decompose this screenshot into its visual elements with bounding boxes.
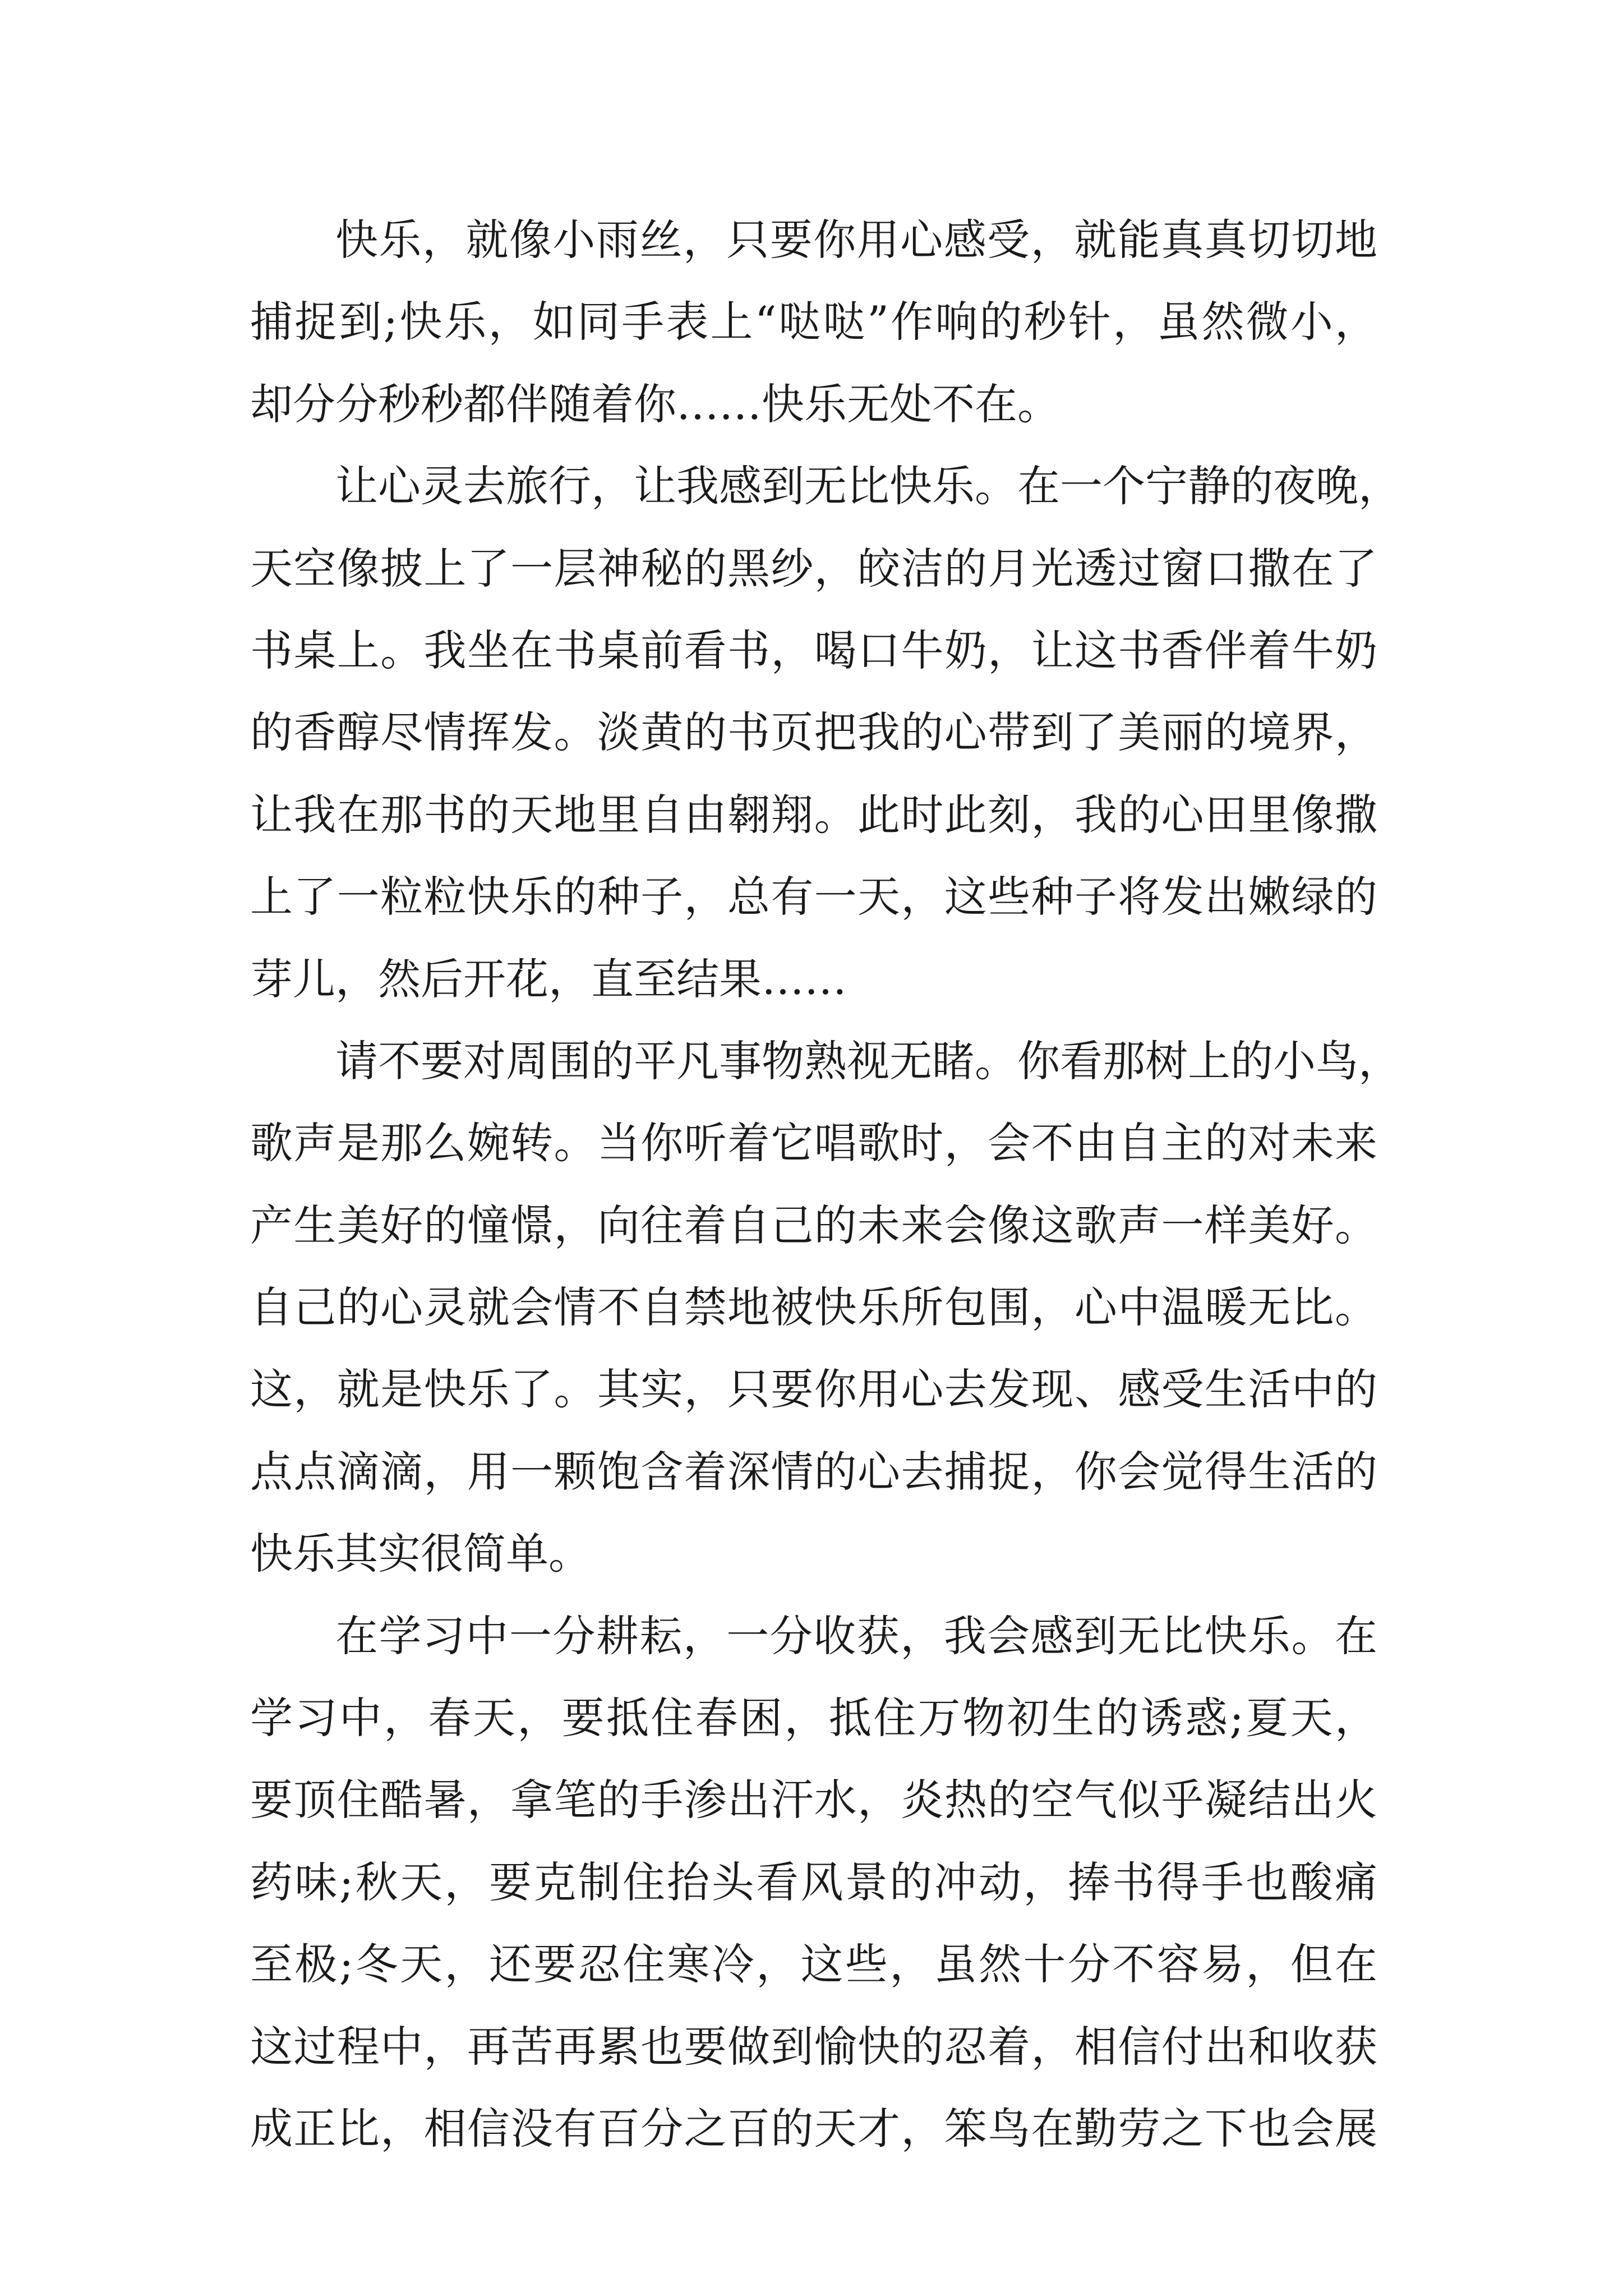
text-line: 却分分秒秒都伴随着你……快乐无处不在。: [250, 379, 1060, 429]
text-line: 歌声是那么婉转。当你听着它唱歌时，会不由自主的对未来: [250, 1118, 1377, 1168]
text-line: 学习中，春天，要抵住春困，抵住万物初生的诱惑;夏天，: [250, 1693, 1377, 1743]
text-line: 药味;秋天，要克制住抬头看风景的冲动，捧书得手也酸痛: [250, 1857, 1377, 1907]
text-line: 点点滴滴，用一颗饱含着深情的心去捕捉，你会觉得生活的: [250, 1446, 1377, 1497]
text-line: 成正比，相信没有百分之百的天才，笨鸟在勤劳之下也会展: [250, 2103, 1377, 2154]
text-line: 书桌上。我坐在书桌前看书，喝口牛奶，让这书香伴着牛奶: [250, 625, 1377, 675]
text-line: 上了一粒粒快乐的种子，总有一天，这些种子将发出嫩绿的: [250, 872, 1377, 922]
text-line: 快乐，就像小雨丝，只要你用心感受，就能真真切切地: [335, 215, 1377, 265]
text-line: 的香醇尽情挥发。淡黄的书页把我的心带到了美丽的境界，: [250, 707, 1377, 758]
text-line: 请不要对周围的平凡事物熟视无睹。你看那树上的小鸟，: [335, 1036, 1401, 1086]
text-line: 至极;冬天，还要忍住寒冷，这些，虽然十分不容易，但在: [250, 1939, 1377, 1990]
text-line: 产生美好的憧憬，向往着自己的未来会像这歌声一样美好。: [250, 1200, 1377, 1250]
text-line: 天空像披上了一层神秘的黑纱，皎洁的月光透过窗口撒在了: [250, 543, 1377, 593]
text-line: 让心灵去旅行，让我感到无比快乐。在一个宁静的夜晚，: [335, 461, 1401, 512]
text-line: 自己的心灵就会情不自禁地被快乐所包围，心中温暖无比。: [250, 1282, 1377, 1333]
text-line: 要顶住酷暑，拿笔的手渗出汗水，炎热的空气似乎凝结出火: [250, 1775, 1377, 1825]
text-line: 这过程中，再苦再累也要做到愉快的忍着，相信付出和收获: [250, 2021, 1377, 2072]
text-line: 快乐其实很简单。: [250, 1529, 591, 1579]
text-line: 这，就是快乐了。其实，只要你用心去发现、感受生活中的: [250, 1364, 1377, 1415]
essay-body: [250, 199, 1401, 2170]
text-line: 在学习中一分耕耘，一分收获，我会感到无比快乐。在: [335, 1611, 1377, 1661]
text-line: 捕捉到;快乐，如同手表上“哒哒”作响的秒针，虽然微小，: [250, 297, 1377, 347]
text-line: 芽儿，然后开花，直至结果……: [250, 954, 847, 1004]
text-line: 让我在那书的天地里自由翱翔。此时此刻，我的心田里像撒: [250, 789, 1377, 840]
